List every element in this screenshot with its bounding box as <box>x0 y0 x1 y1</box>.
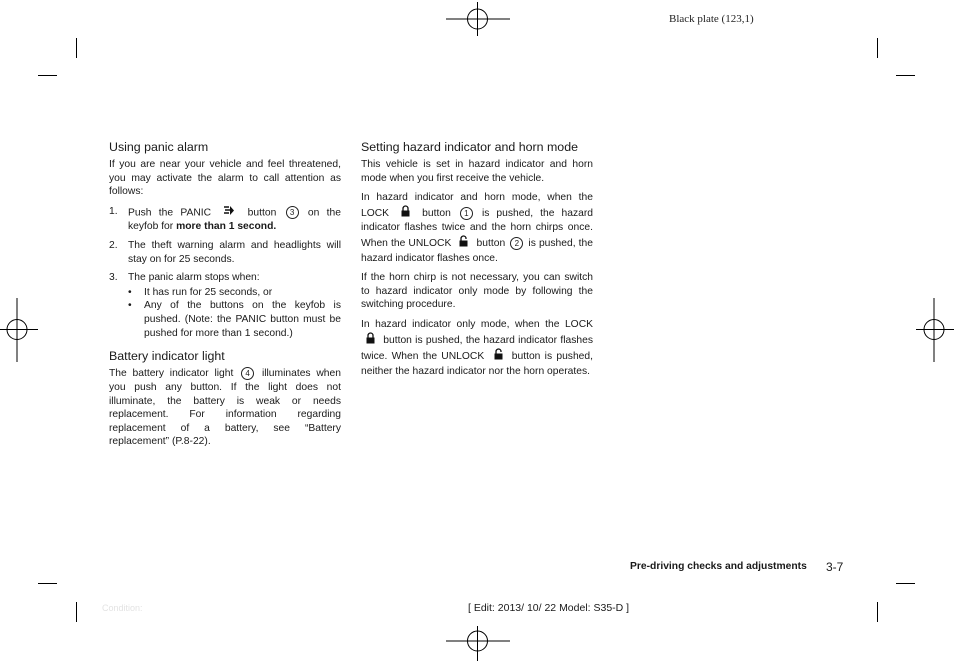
list-number: 2. <box>109 239 118 251</box>
callout-number: 2 <box>510 237 523 250</box>
battery-paragraph <box>109 367 341 449</box>
plate-label: Black plate (123,1) <box>669 13 754 25</box>
paragraph-text: button is pushed, neither the hazard indicator nor the horn operates. <box>361 351 593 377</box>
list-number: 3. <box>109 272 118 284</box>
registration-mark-left <box>0 298 40 362</box>
panic-heading: Using panic alarm <box>109 140 209 154</box>
hazard-paragraph-4 <box>361 318 593 378</box>
paragraph-text: In hazard indicator only mode, when the LOCK <box>361 318 593 330</box>
crop-mark <box>38 75 57 76</box>
step-text: on the keyfob for <box>128 207 341 233</box>
section-title: Pre-driving checks and adjustments <box>630 561 807 572</box>
crop-mark <box>877 602 878 622</box>
list-item <box>109 205 341 234</box>
registration-mark-top <box>446 0 510 40</box>
panic-intro: If you are near your vehicle and feel threatened, you may activate the alarm to call attention as follows: <box>109 159 341 198</box>
bullet-item <box>128 299 341 340</box>
paragraph-text: button is pushed, the hazard indicator flashes twice. When the UNLOCK <box>361 334 593 363</box>
bullet-icon: • <box>128 286 132 298</box>
hazard-paragraph-3: If the horn chirp is not necessary, you can switch to hazard indicator only mode by following the switching procedure. <box>361 272 593 311</box>
battery-heading: Battery indicator light <box>109 349 225 364</box>
bullet-text: It has run for 25 seconds, or <box>144 286 273 298</box>
emphasis-text: more than 1 second. <box>176 221 277 233</box>
registration-mark-right <box>914 298 954 362</box>
unlock-icon <box>459 235 468 252</box>
unlock-icon <box>494 348 503 365</box>
bullet-text: Any of the buttons on the keyfob is pushed. (Note: the PANIC button must be pushed for more than 1 second.) <box>144 300 341 339</box>
list-number: 1. <box>109 205 118 217</box>
paragraph-text: button <box>422 207 451 219</box>
list-item <box>109 239 341 266</box>
condition-label: Condition: <box>102 603 143 613</box>
lock-icon <box>401 205 410 222</box>
crop-mark <box>76 38 77 58</box>
bullet-icon: • <box>128 300 132 312</box>
paragraph-text: button <box>476 237 506 249</box>
paragraph-text: In hazard indicator and horn mode, when the LOCK <box>361 192 593 219</box>
callout-number: 4 <box>241 367 254 380</box>
left-column <box>109 140 341 455</box>
lock-icon <box>366 332 375 349</box>
paragraph-text: The battery indicator light <box>109 368 234 380</box>
hazard-paragraph-2 <box>361 191 593 265</box>
hazard-paragraph-1: This vehicle is set in hazard indicator and horn mode when you first receive the vehicle. <box>361 159 593 184</box>
paragraph-text: is pushed, the hazard indicator flashes twice and the horn chirps once. When the UNLOCK <box>361 207 593 249</box>
callout-number: 1 <box>460 207 473 220</box>
step-text: The panic alarm stops when: <box>128 272 260 284</box>
edit-info: [ Edit: 2013/ 10/ 22 Model: S35-D ] <box>468 602 630 614</box>
hazard-heading: Setting hazard indicator and horn mode <box>361 140 578 154</box>
paragraph-text: illuminates when you push any button. If the light does not illuminate, the battery is weak or needs replacement. For information regarding replacement of a battery, see “Battery replacement” (P.8-22). <box>109 368 341 448</box>
step-text: button <box>247 207 277 219</box>
step-text: The theft warning alarm and headlights will stay on for 25 seconds. <box>128 239 341 265</box>
list-item <box>109 271 341 285</box>
crop-mark <box>76 602 77 622</box>
crop-mark <box>896 583 915 584</box>
page-number: 3-7 <box>826 560 844 574</box>
bullet-item <box>128 286 341 300</box>
crop-mark <box>38 583 57 584</box>
crop-mark <box>896 75 915 76</box>
panic-icon <box>223 205 235 221</box>
paragraph-text: is pushed, the hazard indicator flashes once. <box>361 237 593 264</box>
crop-mark <box>877 38 878 58</box>
right-column <box>361 140 593 384</box>
step-text: Push the PANIC <box>128 207 212 219</box>
registration-mark-bottom <box>446 622 510 661</box>
callout-number: 3 <box>286 206 299 219</box>
